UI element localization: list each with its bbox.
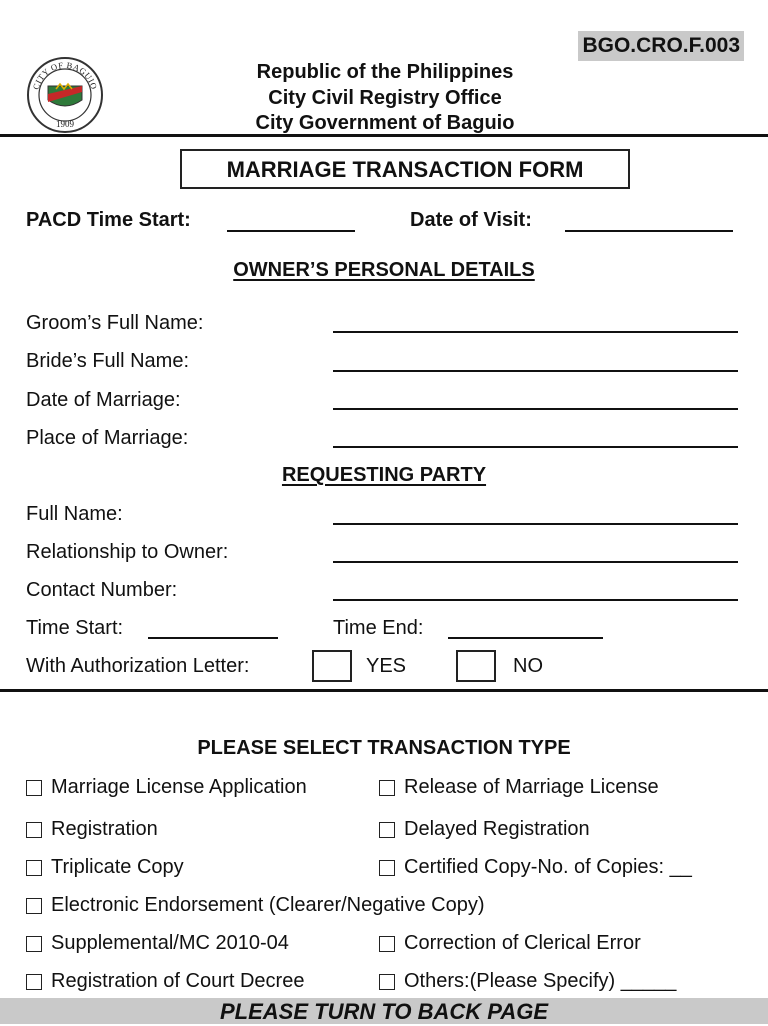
svg-text:1909: 1909 (56, 119, 74, 129)
authorization-letter-label: With Authorization Letter: (26, 655, 250, 677)
marriage-date-field[interactable] (333, 408, 738, 410)
form-title: MARRIAGE TRANSACTION FORM (180, 149, 630, 189)
checkbox[interactable] (379, 780, 395, 796)
requesting-party-heading: REQUESTING PARTY (281, 464, 487, 486)
option-others[interactable]: Others:(Please Specify) _____ (379, 970, 676, 993)
pacd-time-field[interactable] (227, 230, 355, 232)
option-release-of-marriage-license[interactable]: Release of Marriage License (379, 776, 659, 799)
option-certified-copy[interactable]: Certified Copy-No. of Copies: __ (379, 856, 692, 879)
time-end-label: Time End: (333, 617, 424, 639)
checkbox[interactable] (379, 974, 395, 990)
groom-name-label: Groom’s Full Name: (26, 312, 204, 334)
bride-name-field[interactable] (333, 370, 738, 372)
checkbox[interactable] (26, 822, 42, 838)
option-registration[interactable]: Registration (26, 818, 158, 841)
checkbox[interactable] (379, 860, 395, 876)
option-delayed-registration[interactable]: Delayed Registration (379, 818, 590, 841)
form-code: BGO.CRO.F.003 (578, 31, 744, 61)
requester-name-label: Full Name: (26, 503, 123, 525)
authorization-yes-checkbox[interactable] (312, 650, 352, 682)
contact-number-label: Contact Number: (26, 579, 178, 601)
bride-name-label: Bride’s Full Name: (26, 350, 190, 372)
checkbox[interactable] (26, 898, 42, 914)
owner-section-heading: OWNER’S PERSONAL DETAILS (233, 259, 535, 281)
checkbox[interactable] (379, 936, 395, 952)
time-end-field[interactable] (448, 637, 603, 639)
date-of-visit-label: Date of Visit: (410, 209, 532, 231)
authorization-no-checkbox[interactable] (456, 650, 496, 682)
authorization-yes-label: YES (366, 655, 407, 677)
option-correction-of-clerical-error[interactable]: Correction of Clerical Error (379, 932, 641, 955)
time-start-field[interactable] (148, 637, 278, 639)
svg-text:CITY OF BAGUIO: CITY OF BAGUIO (30, 59, 100, 91)
city-seal-icon (26, 56, 104, 134)
option-supplemental[interactable]: Supplemental/MC 2010-04 (26, 932, 289, 955)
relationship-field[interactable] (333, 561, 738, 563)
checkbox[interactable] (26, 974, 42, 990)
section-divider (0, 689, 768, 692)
option-marriage-license-application[interactable]: Marriage License Application (26, 776, 307, 799)
date-of-visit-field[interactable] (565, 230, 733, 232)
option-electronic-endorsement[interactable]: Electronic Endorsement (Clearer/Negative Copy) (26, 894, 485, 917)
requester-name-field[interactable] (333, 523, 738, 525)
marriage-date-label: Date of Marriage: (26, 389, 181, 411)
header-line-office: City Civil Registry Office (268, 86, 502, 109)
option-triplicate-copy[interactable]: Triplicate Copy (26, 856, 184, 879)
authorization-no-label: NO (513, 655, 543, 677)
office-header (160, 60, 610, 137)
header-line-government: City Government of Baguio (255, 112, 515, 134)
header-line-republic: Republic of the Philippines (256, 61, 514, 83)
transaction-type-heading: PLEASE SELECT TRANSACTION TYPE (197, 737, 571, 759)
groom-name-field[interactable] (333, 331, 738, 333)
turn-page-footer: PLEASE TURN TO BACK PAGE (0, 998, 768, 1024)
checkbox[interactable] (26, 860, 42, 876)
checkbox[interactable] (379, 822, 395, 838)
checkbox[interactable] (26, 780, 42, 796)
pacd-time-label: PACD Time Start: (26, 209, 191, 231)
header-divider (0, 134, 768, 137)
marriage-place-field[interactable] (333, 446, 738, 448)
option-registration-of-court-decree[interactable]: Registration of Court Decree (26, 970, 304, 993)
contact-number-field[interactable] (333, 599, 738, 601)
checkbox[interactable] (26, 936, 42, 952)
marriage-place-label: Place of Marriage: (26, 427, 189, 449)
relationship-label: Relationship to Owner: (26, 541, 229, 563)
time-start-label: Time Start: (26, 617, 124, 639)
